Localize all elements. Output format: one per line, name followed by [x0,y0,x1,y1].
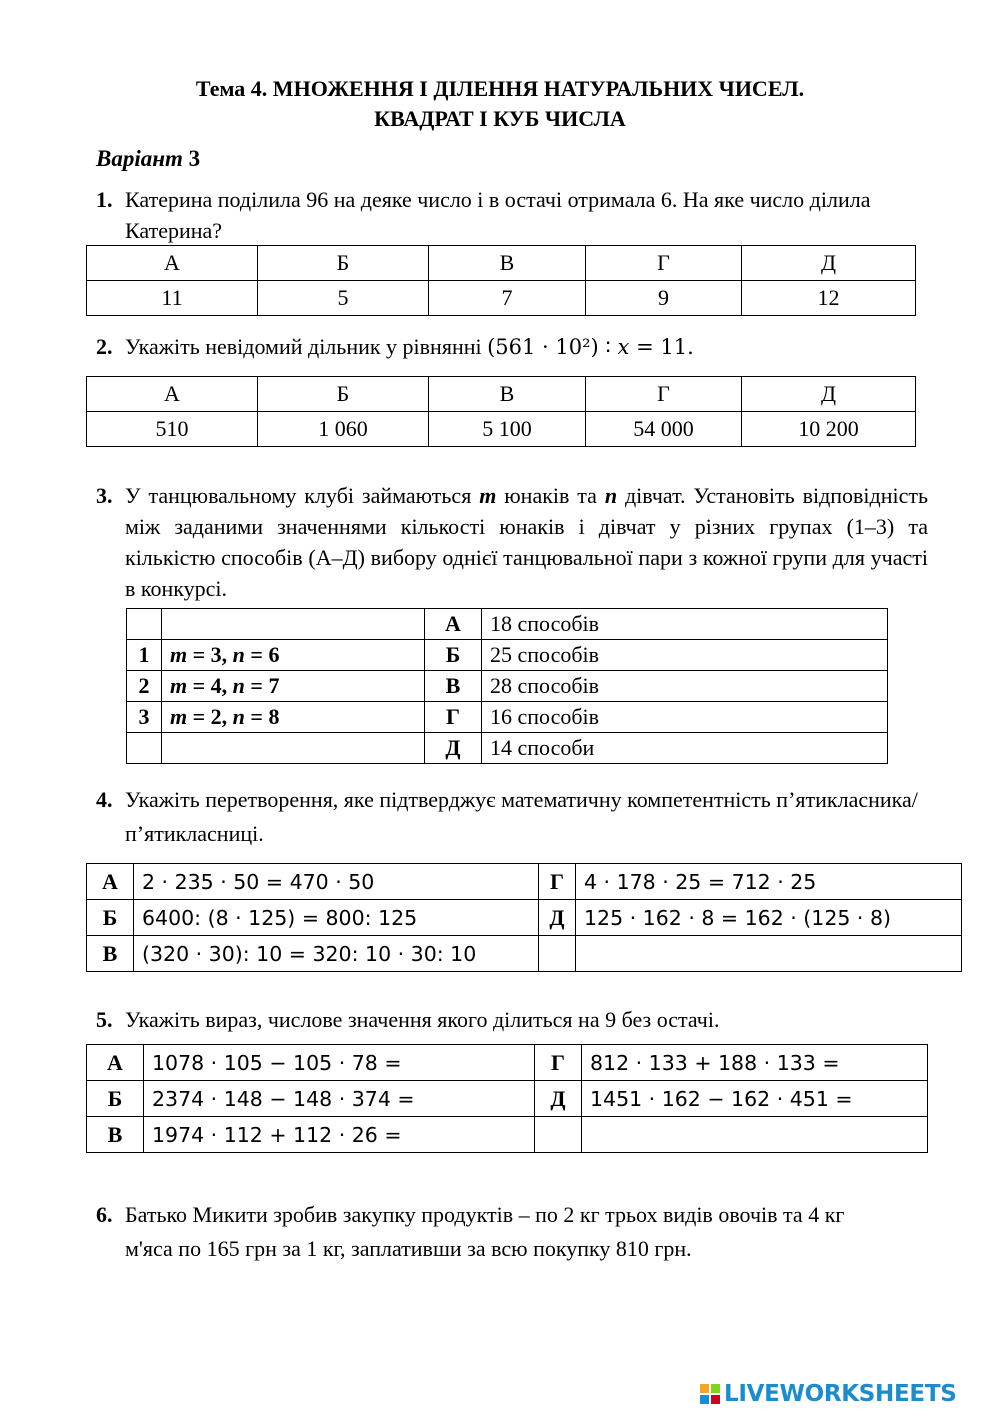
question-number: 6. [96,1202,113,1227]
liveworksheets-logo [700,1380,956,1408]
table-row [127,609,888,640]
option-letter: Д [535,1081,582,1117]
option-letter: Г [535,1045,582,1081]
option-expression: 6400: (8 · 125) = 800: 125 [134,900,539,936]
option-expression: 812 · 133 + 188 · 133 = [582,1045,928,1081]
logo-square [711,1395,720,1404]
answer-value: 11 [87,281,258,316]
row-number: 3 [127,702,162,733]
answer-letter: Д [742,377,916,412]
option-letter: В [87,1117,144,1153]
question-text-part: юнаків та [504,483,597,508]
variant-number: 3 [188,146,201,171]
condition [162,609,425,640]
question-text-part: дівчат. Установіть відповідність між заданими значеннями кількості юнаків і дівчат у різних групах (1–3) та кількістю способів (А–Д) вибору однієї танцювальної пари з кожної групи для участі в конкурсі. [125,483,929,601]
question-text: Укажіть перетворення, яке підтверджує математичну компетентність п’ятикласника/п’ятикласниці. [125,787,918,846]
table-row [127,640,888,671]
page-title [0,74,1000,134]
table-row [127,671,888,702]
option-letter [535,1117,582,1153]
option-expression: 2 · 235 · 50 = 470 · 50 [134,864,539,900]
question-text: Укажіть вираз, числове значення якого ділиться на 9 без остачі. [125,1007,720,1032]
q1-answer-table [86,245,916,316]
logo-square [700,1384,709,1393]
option-letter: А [425,609,482,640]
table-row [87,864,962,900]
table-row [127,733,888,764]
condition: m = 2, n = 8 [162,702,425,733]
option-expression: 1451 · 162 − 162 · 451 = [582,1081,928,1117]
option-expression [582,1117,928,1153]
question-2 [96,331,928,363]
question-text: Катерина поділила 96 на деяке число і в остачі отримала 6. На яке число ділила Катерина? [125,187,871,243]
answer-letter: А [87,246,258,281]
table-row [87,246,916,281]
question-3 [96,480,928,604]
option-letter: Д [539,900,576,936]
logo-square [711,1384,720,1393]
question-4 [96,783,928,851]
variable-n: n [604,483,618,508]
logo-icon [700,1384,720,1404]
answer-letter: Г [586,377,742,412]
row-number: 2 [127,671,162,702]
q2-answer-table [86,376,916,447]
logo-text: LIVEWORKSHEETS [724,1381,957,1407]
question-text [125,331,928,363]
question-number: 3. [96,483,113,508]
table-row [87,900,962,936]
question-text-part: У танцювальному клубі займаються [125,483,472,508]
option-expression: 1078 · 105 − 105 · 78 = [144,1045,535,1081]
variant-word: Варіант [96,146,183,171]
q5-options-table [86,1044,928,1153]
table-row [87,1117,928,1153]
option-letter [539,936,576,972]
question-number: 4. [96,787,113,812]
question-5 [96,1004,928,1035]
q4-options-table [86,863,962,972]
answer-value: 510 [87,412,258,447]
answer-letter: Б [258,377,429,412]
question-1 [96,184,928,246]
option-letter: В [425,671,482,702]
answer-value: 10 200 [742,412,916,447]
option-letter: В [87,936,134,972]
condition [162,733,425,764]
answer-value: 1 060 [258,412,429,447]
question-6 [96,1198,896,1266]
answer-value: 5 100 [429,412,586,447]
condition: m = 3, n = 6 [162,640,425,671]
option-letter: Б [87,1081,144,1117]
option-expression: 125 · 162 · 8 = 162 · (125 · 8) [576,900,962,936]
answer-letter: В [429,377,586,412]
table-row [87,377,916,412]
question-text [125,480,928,604]
equation: (561 · 10²) ∶ 𝑥 = 11. [487,335,694,359]
table-row [87,936,962,972]
option-letter: Г [425,702,482,733]
table-row [87,1081,928,1117]
question-number: 2. [96,334,113,359]
q3-matching-table [126,608,888,764]
answer-letter: А [87,377,258,412]
row-number [127,733,162,764]
question-number: 5. [96,1007,113,1032]
option-expression: 4 · 178 · 25 = 712 · 25 [576,864,962,900]
option-expression: 2374 · 148 − 148 · 374 = [144,1081,535,1117]
row-number [127,609,162,640]
option-expression: 1974 · 112 + 112 · 26 = [144,1117,535,1153]
variant-heading [96,146,200,172]
option-letter: Б [87,900,134,936]
option-text: 28 способів [482,671,888,702]
table-row [87,1045,928,1081]
option-letter: А [87,864,134,900]
option-text: 18 способів [482,609,888,640]
row-number: 1 [127,640,162,671]
answer-value: 9 [586,281,742,316]
option-letter: А [87,1045,144,1081]
table-row [87,412,916,447]
answer-letter: В [429,246,586,281]
option-letter: Б [425,640,482,671]
option-text: 25 способів [482,640,888,671]
table-row [127,702,888,733]
option-letter: Д [425,733,482,764]
condition: m = 4, n = 7 [162,671,425,702]
option-text: 14 способи [482,733,888,764]
answer-letter: Г [586,246,742,281]
answer-value: 12 [742,281,916,316]
option-letter: Г [539,864,576,900]
answer-letter: Д [742,246,916,281]
answer-letter: Б [258,246,429,281]
answer-value: 7 [429,281,586,316]
title-line-1: Тема 4. МНОЖЕННЯ І ДІЛЕННЯ НАТУРАЛЬНИХ ЧИСЕЛ. [195,76,805,101]
logo-square [700,1395,709,1404]
answer-value: 54 000 [586,412,742,447]
answer-value: 5 [258,281,429,316]
question-text: Батько Микити зробив закупку продуктів – по 2 кг трьох видів овочів та 4 кг м'яса по 165 грн за 1 кг, заплативши за всю покупку 810 грн. [125,1202,845,1261]
title-line-2: КВАДРАТ І КУБ ЧИСЛА [374,106,626,131]
table-row [87,281,916,316]
option-expression [576,936,962,972]
question-number: 1. [96,187,113,212]
option-text: 16 способів [482,702,888,733]
variable-m: m [479,483,497,508]
question-text-main: Укажіть невідомий дільник у рівнянні [125,334,482,359]
option-expression: (320 · 30): 10 = 320: 10 · 30: 10 [134,936,539,972]
